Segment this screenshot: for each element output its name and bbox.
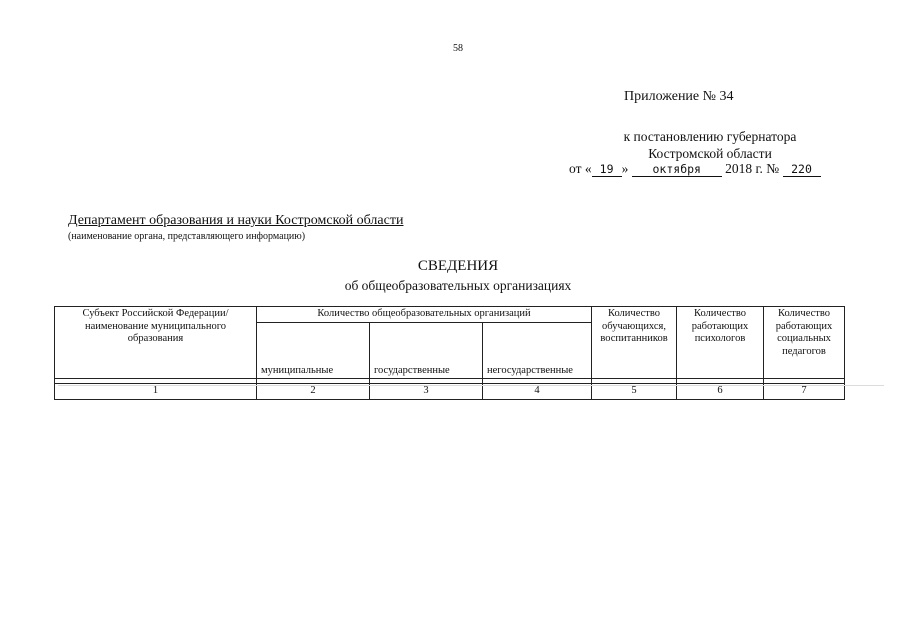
header-org-count: Количество общеобразовательных организаций xyxy=(257,307,592,323)
department-name: Департамент образования и науки Костромской области xyxy=(68,213,404,228)
column-number: 7 xyxy=(764,384,845,400)
decree-line-1: к постановлению губернатора xyxy=(623,129,797,144)
handwritten-month: октября xyxy=(632,162,722,177)
decree-line-2: Костромской области xyxy=(648,146,772,161)
appendix-title: Приложение № 34 xyxy=(624,89,734,104)
column-number: 3 xyxy=(370,384,483,400)
subheader-municipal: муниципальные xyxy=(257,322,370,379)
document-subheading: об общеобразовательных организациях xyxy=(344,278,572,293)
document-heading: СВЕДЕНИЯ xyxy=(417,258,499,274)
column-number: 1 xyxy=(55,384,257,400)
scan-artifact-line xyxy=(58,385,884,386)
subheader-state: государственные xyxy=(370,322,483,379)
handwritten-day: 19 xyxy=(592,162,622,177)
handwritten-number: 220 xyxy=(783,162,821,177)
header-students: Количество обучающихся, воспитанников xyxy=(592,307,677,379)
column-number: 5 xyxy=(592,384,677,400)
date-year: 2018 г. № xyxy=(725,161,780,176)
header-row xyxy=(55,307,845,323)
date-mid: » xyxy=(621,161,629,176)
header-psychologists: Количество работающих психологов xyxy=(677,307,764,379)
column-number: 6 xyxy=(677,384,764,400)
header-subject: Субъект Российской Федерации/ наименование муниципального образования xyxy=(55,307,257,379)
date-prefix: от « xyxy=(569,161,592,176)
column-number: 2 xyxy=(257,384,370,400)
decree-date xyxy=(569,161,821,177)
page-number: 58 xyxy=(453,43,463,54)
department-caption: (наименование органа, представляющего информацию) xyxy=(68,231,306,242)
header-social-pedagogues: Количество работающих социальных педагогов xyxy=(764,307,845,379)
decree-reference xyxy=(560,128,860,162)
column-number: 4 xyxy=(483,384,592,400)
subheader-nonstate: негосударственные xyxy=(483,322,592,379)
